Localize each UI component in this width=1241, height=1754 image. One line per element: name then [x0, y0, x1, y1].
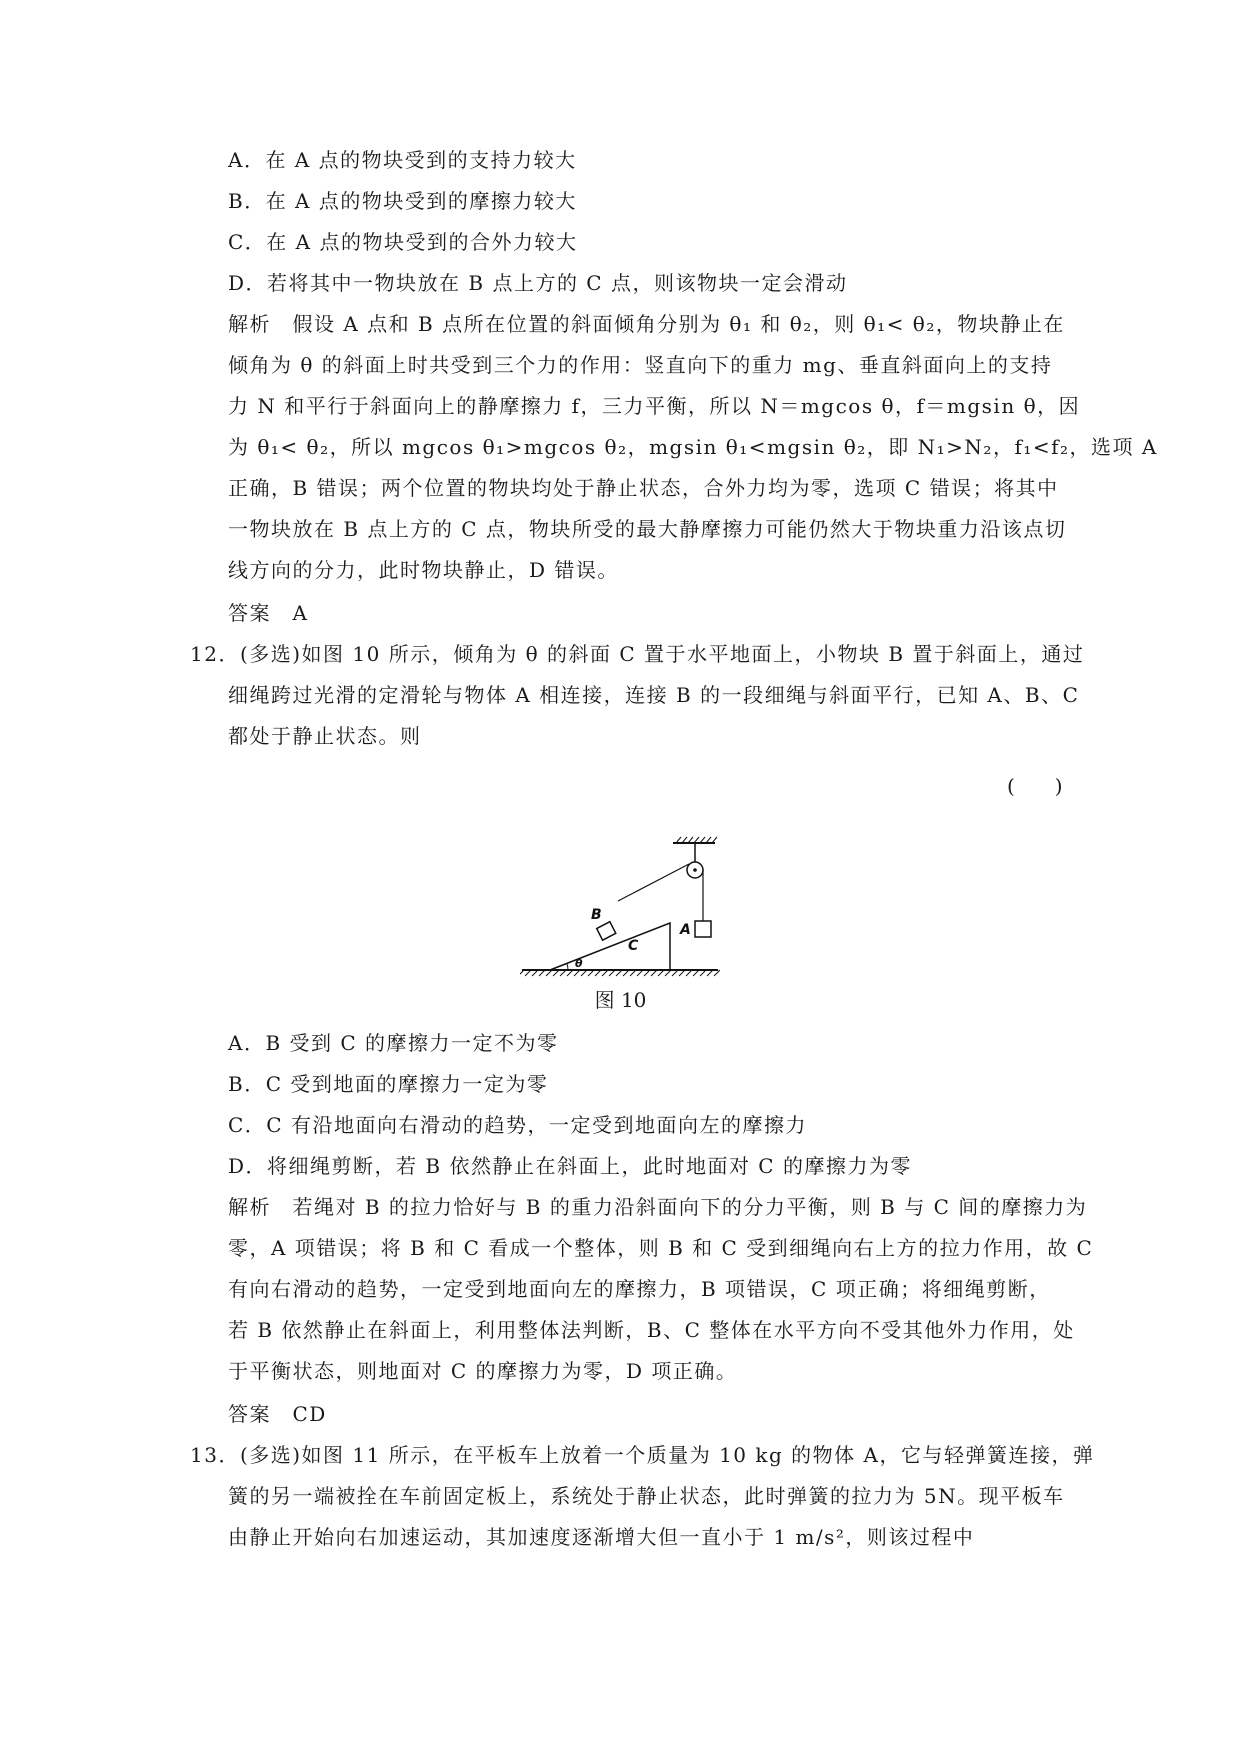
answer-bracket: ( ): [1007, 774, 1063, 798]
block-b: [597, 922, 616, 941]
q12-analysis-line: 若 B 依然静止在斜面上，利用整体法判断，B、C 整体在水平方向不受其他外力作用，处: [228, 1318, 1075, 1342]
q12-analysis-line: 解析 若绳对 B 的拉力恰好与 B 的重力沿斜面向下的分力平衡，则 B 与 C 间的摩擦力为: [228, 1195, 1088, 1219]
q11-analysis-line: 线方向的分力，此时物块静止，D 错误。: [228, 558, 619, 582]
q12-analysis-line: 有向右滑动的趋势，一定受到地面向左的摩擦力，B 项错误，C 项正确；将细绳剪断，: [228, 1277, 1051, 1301]
q11-answer: 答案 A: [228, 601, 309, 625]
q12-analysis-line: 零，A 项错误；将 B 和 C 看成一个整体，则 B 和 C 受到细绳向右上方的拉力作用，故 C: [228, 1236, 1094, 1260]
q13-stem-line: 簧的另一端被拴在车前固定板上，系统处于静止状态，此时弹簧的拉力为 5N。现平板车: [228, 1484, 1065, 1508]
label-b: B: [591, 907, 602, 923]
q12-stem-line: 细绳跨过光滑的定滑轮与物体 A 相连接，连接 B 的一段细绳与斜面平行，已知 A、B、C: [228, 683, 1080, 707]
q12-option-b: B．C 受到地面的摩擦力一定为零: [228, 1072, 549, 1096]
q13-stem-line: 13．(多选)如图 11 所示，在平板车上放着一个质量为 10 kg 的物体 A，它与轻弹簧连接，弹: [190, 1443, 1095, 1467]
q13-stem-line: 由静止开始向右加速运动，其加速度逐渐增大但一直小于 1 m/s²，则该过程中: [228, 1525, 975, 1549]
pulley-axle: [693, 868, 697, 872]
rope-incline-segment: [618, 864, 689, 901]
q11-analysis-line: 为 θ₁< θ₂，所以 mgcos θ₁>mgcos θ₂，mgsin θ₁<mgsin θ₂，即 N₁>N₂，f₁<f₂，选项 A: [228, 435, 1158, 459]
q12-option-c: C．C 有沿地面向右滑动的趋势，一定受到地面向左的摩擦力: [228, 1113, 807, 1137]
block-a: [695, 921, 711, 937]
q12-stem-line: 都处于静止状态。则: [228, 724, 422, 748]
q11-analysis-line: 一物块放在 B 点上方的 C 点，物块所受的最大静摩擦力可能仍然大于物块重力沿该点切: [228, 517, 1067, 541]
q11-option-a: A．在 A 点的物块受到的支持力较大: [228, 148, 577, 172]
q12-option-d: D．将细绳剪断，若 B 依然静止在斜面上，此时地面对 C 的摩擦力为零: [228, 1154, 912, 1178]
label-theta: θ: [575, 957, 583, 970]
label-c: C: [628, 938, 639, 954]
q11-analysis-line: 解析 假设 A 点和 B 点所在位置的斜面倾角分别为 θ₁ 和 θ₂，则 θ₁< θ₂，物块静止在: [228, 312, 1065, 336]
q11-analysis-line: 正确，B 错误；两个位置的物块均处于静止状态，合外力均为零，选项 C 错误；将其中: [228, 476, 1059, 500]
figure-caption: 图 10: [594, 988, 647, 1012]
q11-option-c: C．在 A 点的物块受到的合外力较大: [228, 230, 578, 254]
q11-analysis-line: 倾角为 θ 的斜面上时共受到三个力的作用：竖直向下的重力 mg、垂直斜面向上的支持: [228, 353, 1053, 377]
label-a: A: [680, 922, 691, 938]
q12-stem-line: 12．(多选)如图 10 所示，倾角为 θ 的斜面 C 置于水平地面上，小物块 B 置于斜面上，通过: [190, 642, 1085, 666]
q12-option-a: A．B 受到 C 的摩擦力一定不为零: [228, 1031, 559, 1055]
q12-analysis-line: 于平衡状态，则地面对 C 的摩擦力为零，D 项正确。: [228, 1359, 738, 1383]
q12-answer: 答案 CD: [228, 1402, 327, 1426]
q11-option-d: D．若将其中一物块放在 B 点上方的 C 点，则该物块一定会滑动: [228, 271, 848, 295]
q11-analysis-line: 力 N 和平行于斜面向上的静摩擦力 f，三力平衡，所以 N＝mgcos θ，f＝mgsin θ，因: [228, 394, 1081, 418]
figure-10-incline-pulley: [520, 833, 720, 983]
q11-option-b: B．在 A 点的物块受到的摩擦力较大: [228, 189, 577, 213]
